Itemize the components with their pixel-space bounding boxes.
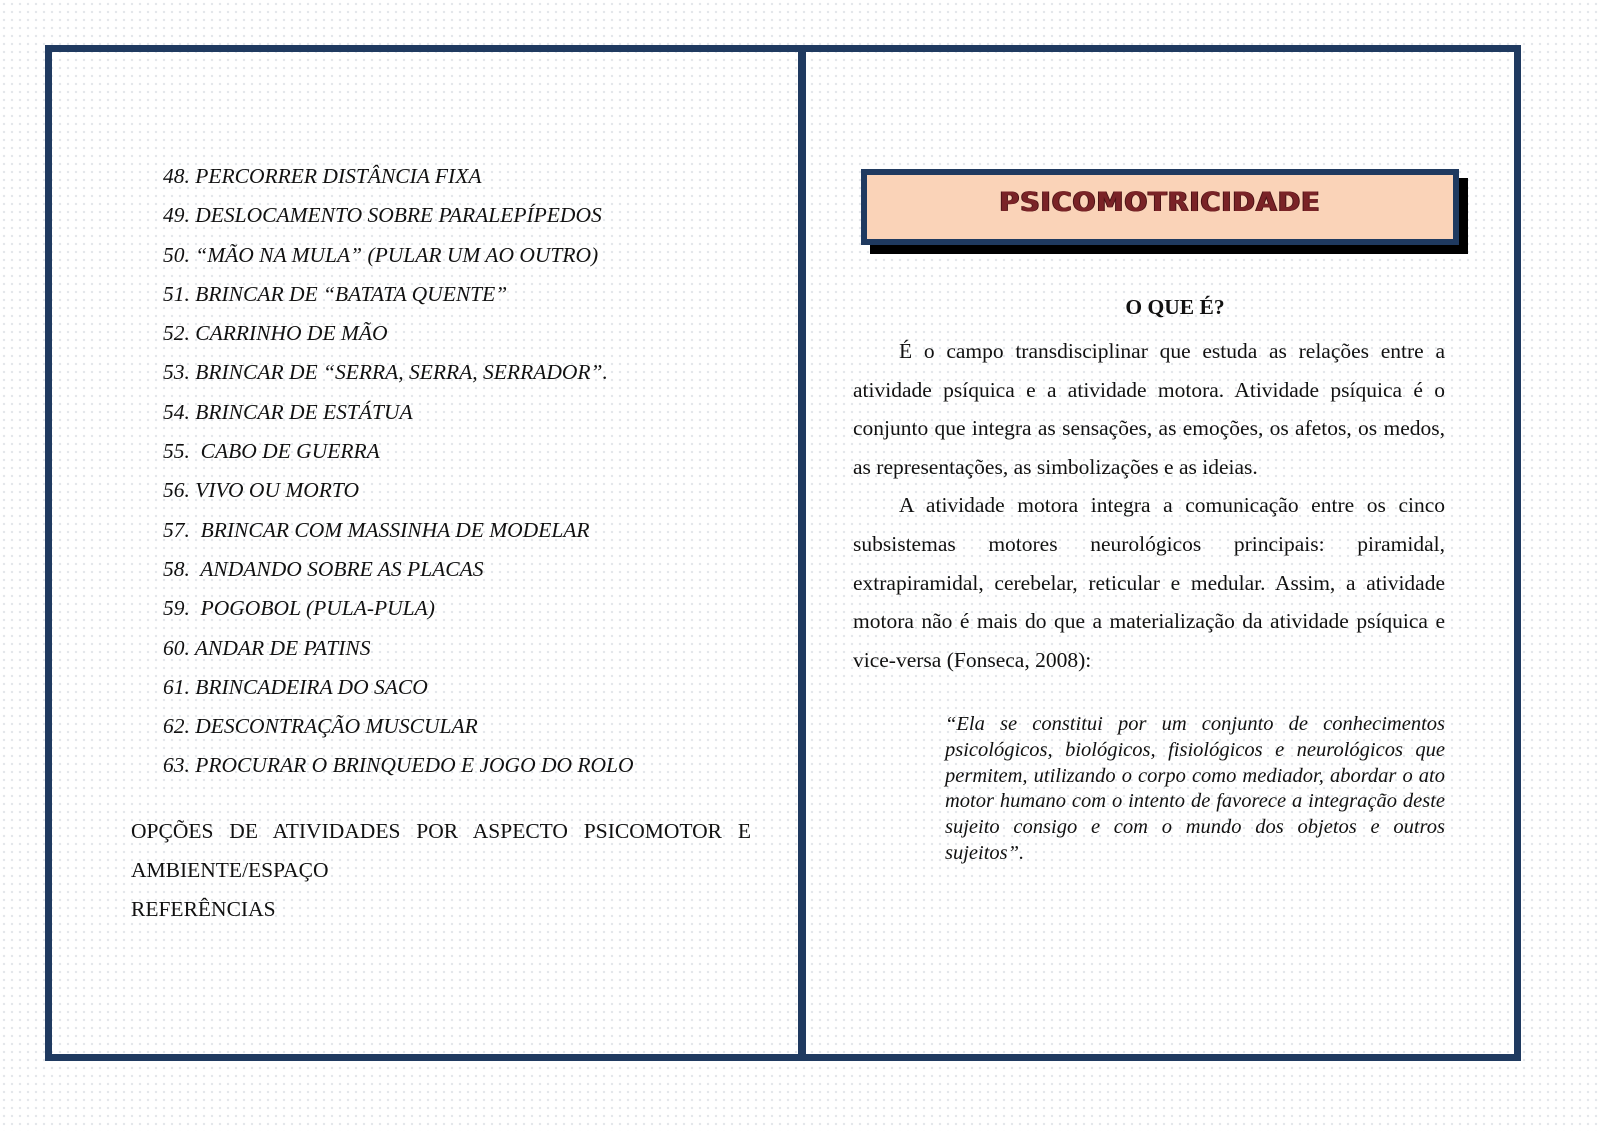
options-heading (131, 812, 751, 890)
options-heading-line2: AMBIENTE/ESPAÇO (131, 858, 329, 882)
section-heading: O QUE É? (1125, 295, 1225, 319)
left-footer (131, 812, 751, 929)
body-text (853, 332, 1445, 679)
booklet-frame (45, 45, 1521, 1061)
activity-item: 50. “MÃO NA MULA” (PULAR UM AO OUTRO) (163, 242, 599, 267)
activity-item: 53. BRINCAR DE “SERRA, SERRA, SERRADOR”. (163, 360, 608, 385)
activity-item: 52. CARRINHO DE MÃO (163, 321, 388, 346)
right-page (806, 52, 1514, 1054)
activity-item: 49. DESLOCAMENTO SOBRE PARALEPÍPEDOS (163, 203, 602, 228)
activity-item: 63. PROCURAR O BRINQUEDO E JOGO DO ROLO (163, 753, 634, 778)
left-page (52, 52, 798, 1054)
page-divider (798, 52, 806, 1054)
activity-item: 60. ANDAR DE PATINS (163, 635, 371, 660)
activity-list (163, 157, 634, 786)
activity-item: 56. VIVO OU MORTO (163, 478, 360, 503)
activity-item: 61. BRINCADEIRA DO SACO (163, 674, 428, 699)
activity-item: 54. BRINCAR DE ESTÁTUA (163, 399, 413, 424)
activity-item: 58. ANDANDO SOBRE AS PLACAS (163, 556, 484, 581)
activity-item: 62. DESCONTRAÇÃO MUSCULAR (163, 714, 478, 739)
activity-item: 57. BRINCAR COM MASSINHA DE MODELAR (163, 517, 590, 542)
block-quote: “Ela se constitui por um conjunto de conhecimentos psicológicos, biológicos, fisiológicos e neurológicos que permitem, utilizando o corpo como mediador, abordar o ato motor humano com o intento de favorece a integração deste sujeito consigo e com o mundo dos objetos e outros sujeitos”. (945, 713, 1445, 864)
page-title: PSICOMOTRICIDADE (999, 186, 1321, 218)
title-box (861, 169, 1459, 245)
activity-item: 48. PERCORRER DISTÂNCIA FIXA (163, 164, 482, 188)
paragraph: A atividade motora integra a comunicação entre os cinco subsistemas motores neurológicos principais: piramidal, extrapiramidal, cerebelar, reticular e medular. Assim, a atividade motora não é mais do que a materialização da atividade psíquica e vice-versa (Fonseca, 2008): (853, 493, 1445, 672)
activity-item: 51. BRINCAR DE “BATATA QUENTE” (163, 281, 508, 306)
options-heading-line1: OPÇÕES DE ATIVIDADES POR ASPECTO PSICOMOTOR E (131, 819, 751, 843)
activity-item: 55. CABO DE GUERRA (163, 439, 380, 464)
references-heading: REFERÊNCIAS (131, 897, 276, 921)
paragraph: É o campo transdisciplinar que estuda as relações entre a atividade psíquica e a atividade motora. Atividade psíquica é o conjunto que integra as sensações, as emoções, os afetos, os medos, as representações, as simbolizações e as ideias. (853, 339, 1445, 479)
activity-item: 59. POGOBOL (PULA-PULA) (163, 596, 435, 621)
